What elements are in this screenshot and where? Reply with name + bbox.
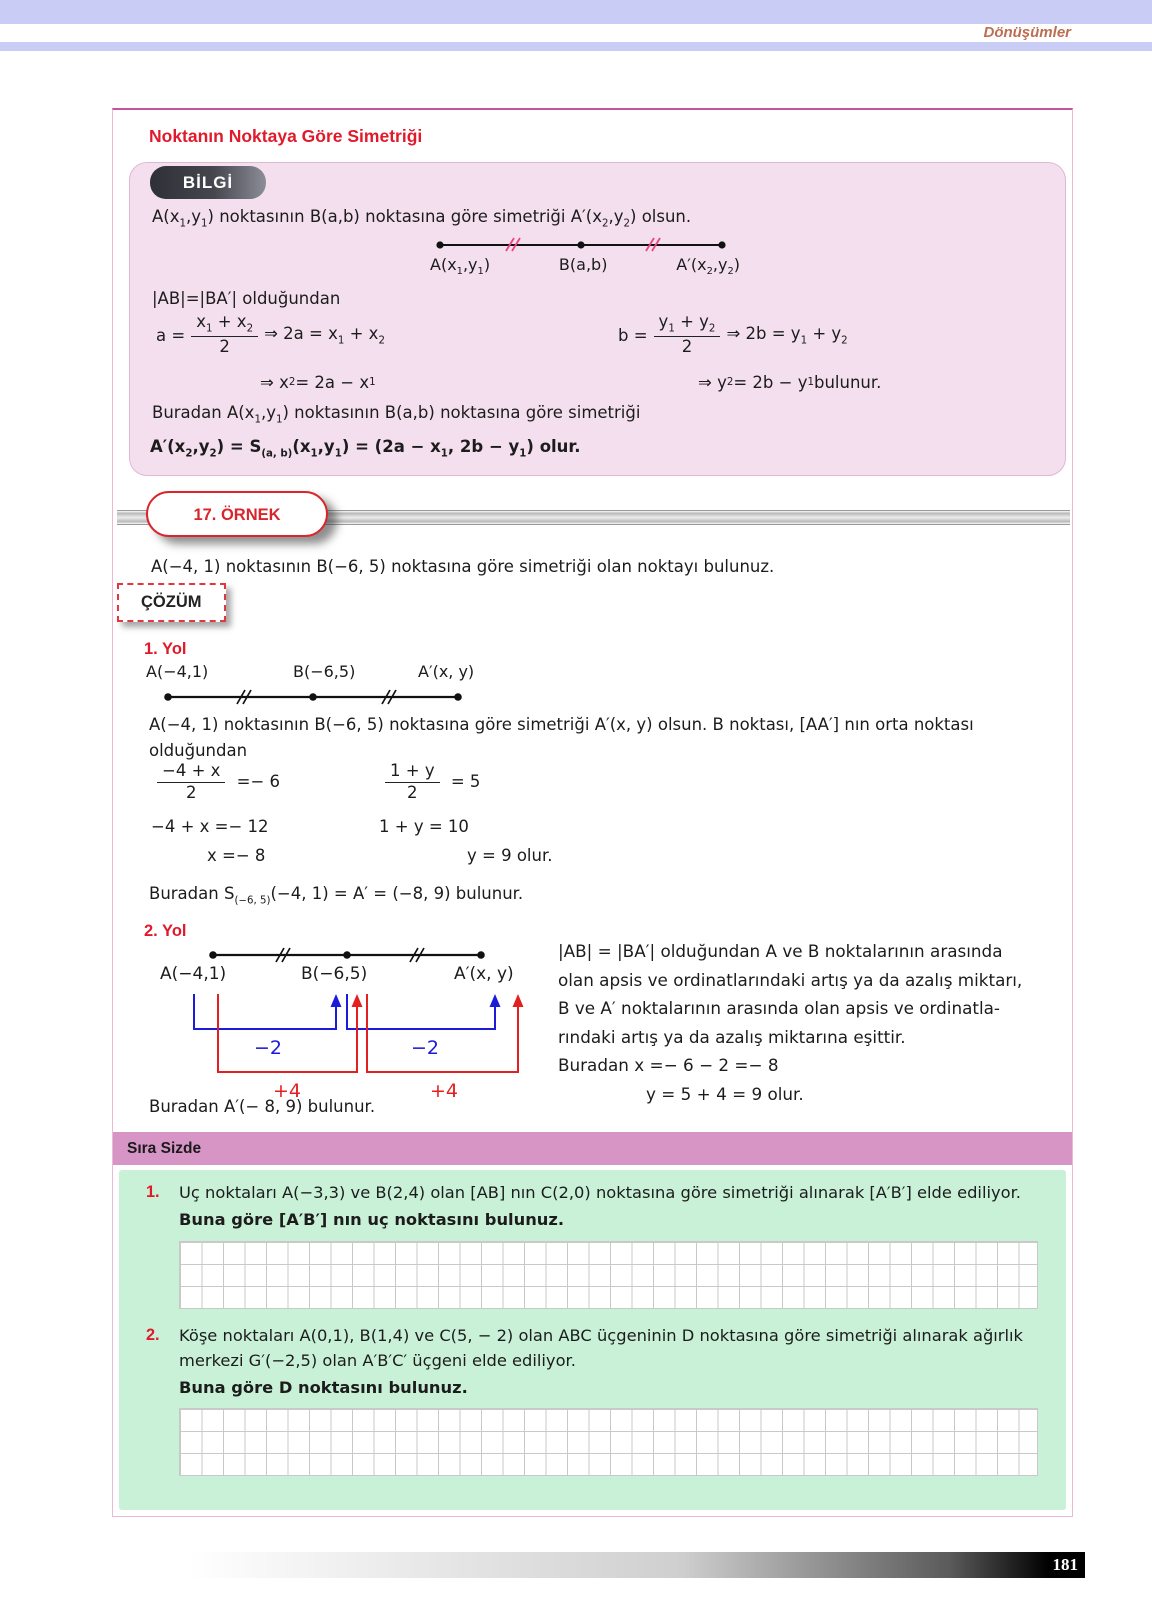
question-prompt: Buna göre [A′B′] nın uç noktasını bulunuz. [179,1210,565,1230]
question-text: Köşe noktaları A(0,1), B(1,4) ve C(5, − 2) olan ABC üçgeninin D noktasına göre simetriği alınarak ağırlık merkezi G′(−2,5) olan A′B′C′ üçgeni elde ediliyor. [179,1325,1023,1370]
point-label-a: $A(x_1,y_1)$ [430,255,491,278]
method1-segment-diagram [146,662,506,714]
point-label-a: A(−4,1) [160,964,227,984]
delta-x-label: −2 [411,1037,440,1059]
delta-y-label: +4 [273,1080,302,1102]
point-dot [309,693,317,701]
sira-sizde-header: Sıra Sizde [113,1132,1072,1165]
method1-equations [151,762,727,865]
point-label-a2: A′(x, y) [418,662,475,681]
exercise-question-1 [119,1180,1066,1309]
question-number: 1. [146,1183,160,1201]
chapter-title: Dönüşümler [983,24,1071,41]
fraction: $\frac{x_1 + x_2}{2}$ [191,313,258,357]
point-label-a2: $A'(x_2,y_2)$ [676,255,740,278]
second-lavender-bar [0,42,1152,51]
top-lavender-bar [0,0,1152,24]
point-label-b: B(a,b) [558,255,608,274]
exercise-question-2 [119,1323,1066,1477]
method1-conclusion: Buradan $S_{(-6, 5)}(-4$, 1) = A′ = (−8, 9) bulunur. [149,884,524,907]
segment-line-graphic [151,946,551,964]
footer-gradient-bar [187,1552,1085,1578]
paragraph-line: olan apsis ve ordinatlarındaki artış ya da azalış miktarı, [558,969,1023,990]
point-label-a2: A′(x, y) [454,964,514,984]
point-dot [718,241,725,248]
equation-y-fraction: $\frac{1 + y}{2}$ = 5 [379,762,639,803]
point-dot [164,693,172,701]
equation-y-result: y = 9 olur. [467,845,553,865]
method2-label: 2. Yol [144,922,187,940]
chapter-header [0,24,1152,42]
bilgi-result-formula: $A'(x_2,y_2) = S_{(a, b)}(x_1,y_1) = (2a - x_1$, $2b - y_1$) olur. [150,437,581,460]
method2-paragraph [558,937,1070,1108]
method1-paragraph: A(−4, 1) noktasının B(−6, 5) noktasına göre simetriği A′(x, y) olsun. B noktası, [AA′] nın orta noktası olduğundan [149,715,974,761]
question-number: 2. [146,1325,160,1344]
delta-x-label: −2 [254,1037,283,1059]
calc-line-y: y = 5 + 4 = 9 olur. [646,1083,804,1104]
question-prompt: Buna göre D noktasını bulunuz. [179,1378,468,1397]
point-label-b: B(−6,5) [301,964,368,984]
red-bracket [218,994,518,1072]
paragraph-line: B ve A′ noktalarının arasında olan apsis ve ordinatla- [558,998,1000,1019]
answer-grid [179,1408,1038,1476]
point-label-b: B(−6,5) [293,662,356,681]
blue-bracket [194,994,495,1029]
bilgi-because: |AB|=|BA′| olduğundan [152,289,341,308]
page-number: 181 [1052,1555,1078,1574]
bilgi-intro: $A(x_1,y_1)$ noktasının B(a,b) noktasına göre simetriği $A'(x_2,y_2)$ olsun. [152,207,692,230]
fraction: $\frac{y_1 + y_2}{2}$ [654,313,721,357]
solution-badge: ÇÖZÜM [117,583,226,622]
delta-y-label: +4 [430,1080,459,1102]
equation-y-step2: 1 + y = 10 [379,816,469,836]
method2-conclusion: Buradan A′(− 8, 9) bulunur. [149,1097,376,1116]
point-dot [343,951,351,959]
bilgi-badge: BİLGİ [150,166,266,199]
equation-a-step2: ⇒ x 2 = 2a − x 1 [260,373,376,392]
point-label-a: A(−4,1) [146,662,209,681]
paragraph-line: |AB| = |BA′| olduğundan A ve B noktalarının arasında [558,941,1003,961]
example-question: A(−4, 1) noktasının B(−6, 5) noktasına göre simetriği olan noktayı bulunuz. [151,557,775,576]
method1-label: 1. Yol [144,640,187,658]
equation-a: a = $\frac{x_1 + x_2}{2}$ ⇒ $2a = x_1 + x_2$ [156,312,385,357]
symmetry-segment-diagram [430,237,740,277]
question-text: Uç noktaları A(−3,3) ve B(2,4) olan [AB] nın C(2,0) noktasına göre simetriği alınarak [A′B′] elde ediliyor. [179,1183,1021,1202]
answer-grid [179,1241,1038,1309]
point-dot [436,241,443,248]
equation-x-result: x =− 8 [207,845,266,865]
content-frame [112,108,1073,1517]
segment-line-graphic [146,688,506,706]
equation-x-step2: −4 + x =− 12 [151,816,269,836]
equation-b: b = $\frac{y_1 + y_2}{2}$ ⇒ $2b = y_1 + y_2$ [618,312,848,357]
equation-x-fraction: $\frac{-4 + x}{2}$ =− 6 [151,762,379,803]
point-dot [477,951,485,959]
segment-line-graphic [430,237,740,253]
bilgi-transition: Buradan $A(x_1,y_1)$ noktasının B(a,b) noktasına göre simetriği [152,403,641,426]
point-dot [209,951,217,959]
calc-line-x: Buradan x =− 6 − 2 =− 8 [558,1055,779,1076]
equation-b-step2: ⇒ y 2 = 2b − y 1 bulunur. [698,373,882,392]
example-badge: 17. ÖRNEK [146,491,328,537]
delta-brackets-graphic [151,994,551,1106]
point-dot [454,693,462,701]
bilgi-panel [129,162,1066,476]
paragraph-line: rındaki artış ya da azalış miktarına eşittir. [558,1026,906,1047]
page-title: Noktanın Noktaya Göre Simetriği [149,126,423,146]
exercise-panel [119,1170,1066,1510]
point-dot [577,241,584,248]
